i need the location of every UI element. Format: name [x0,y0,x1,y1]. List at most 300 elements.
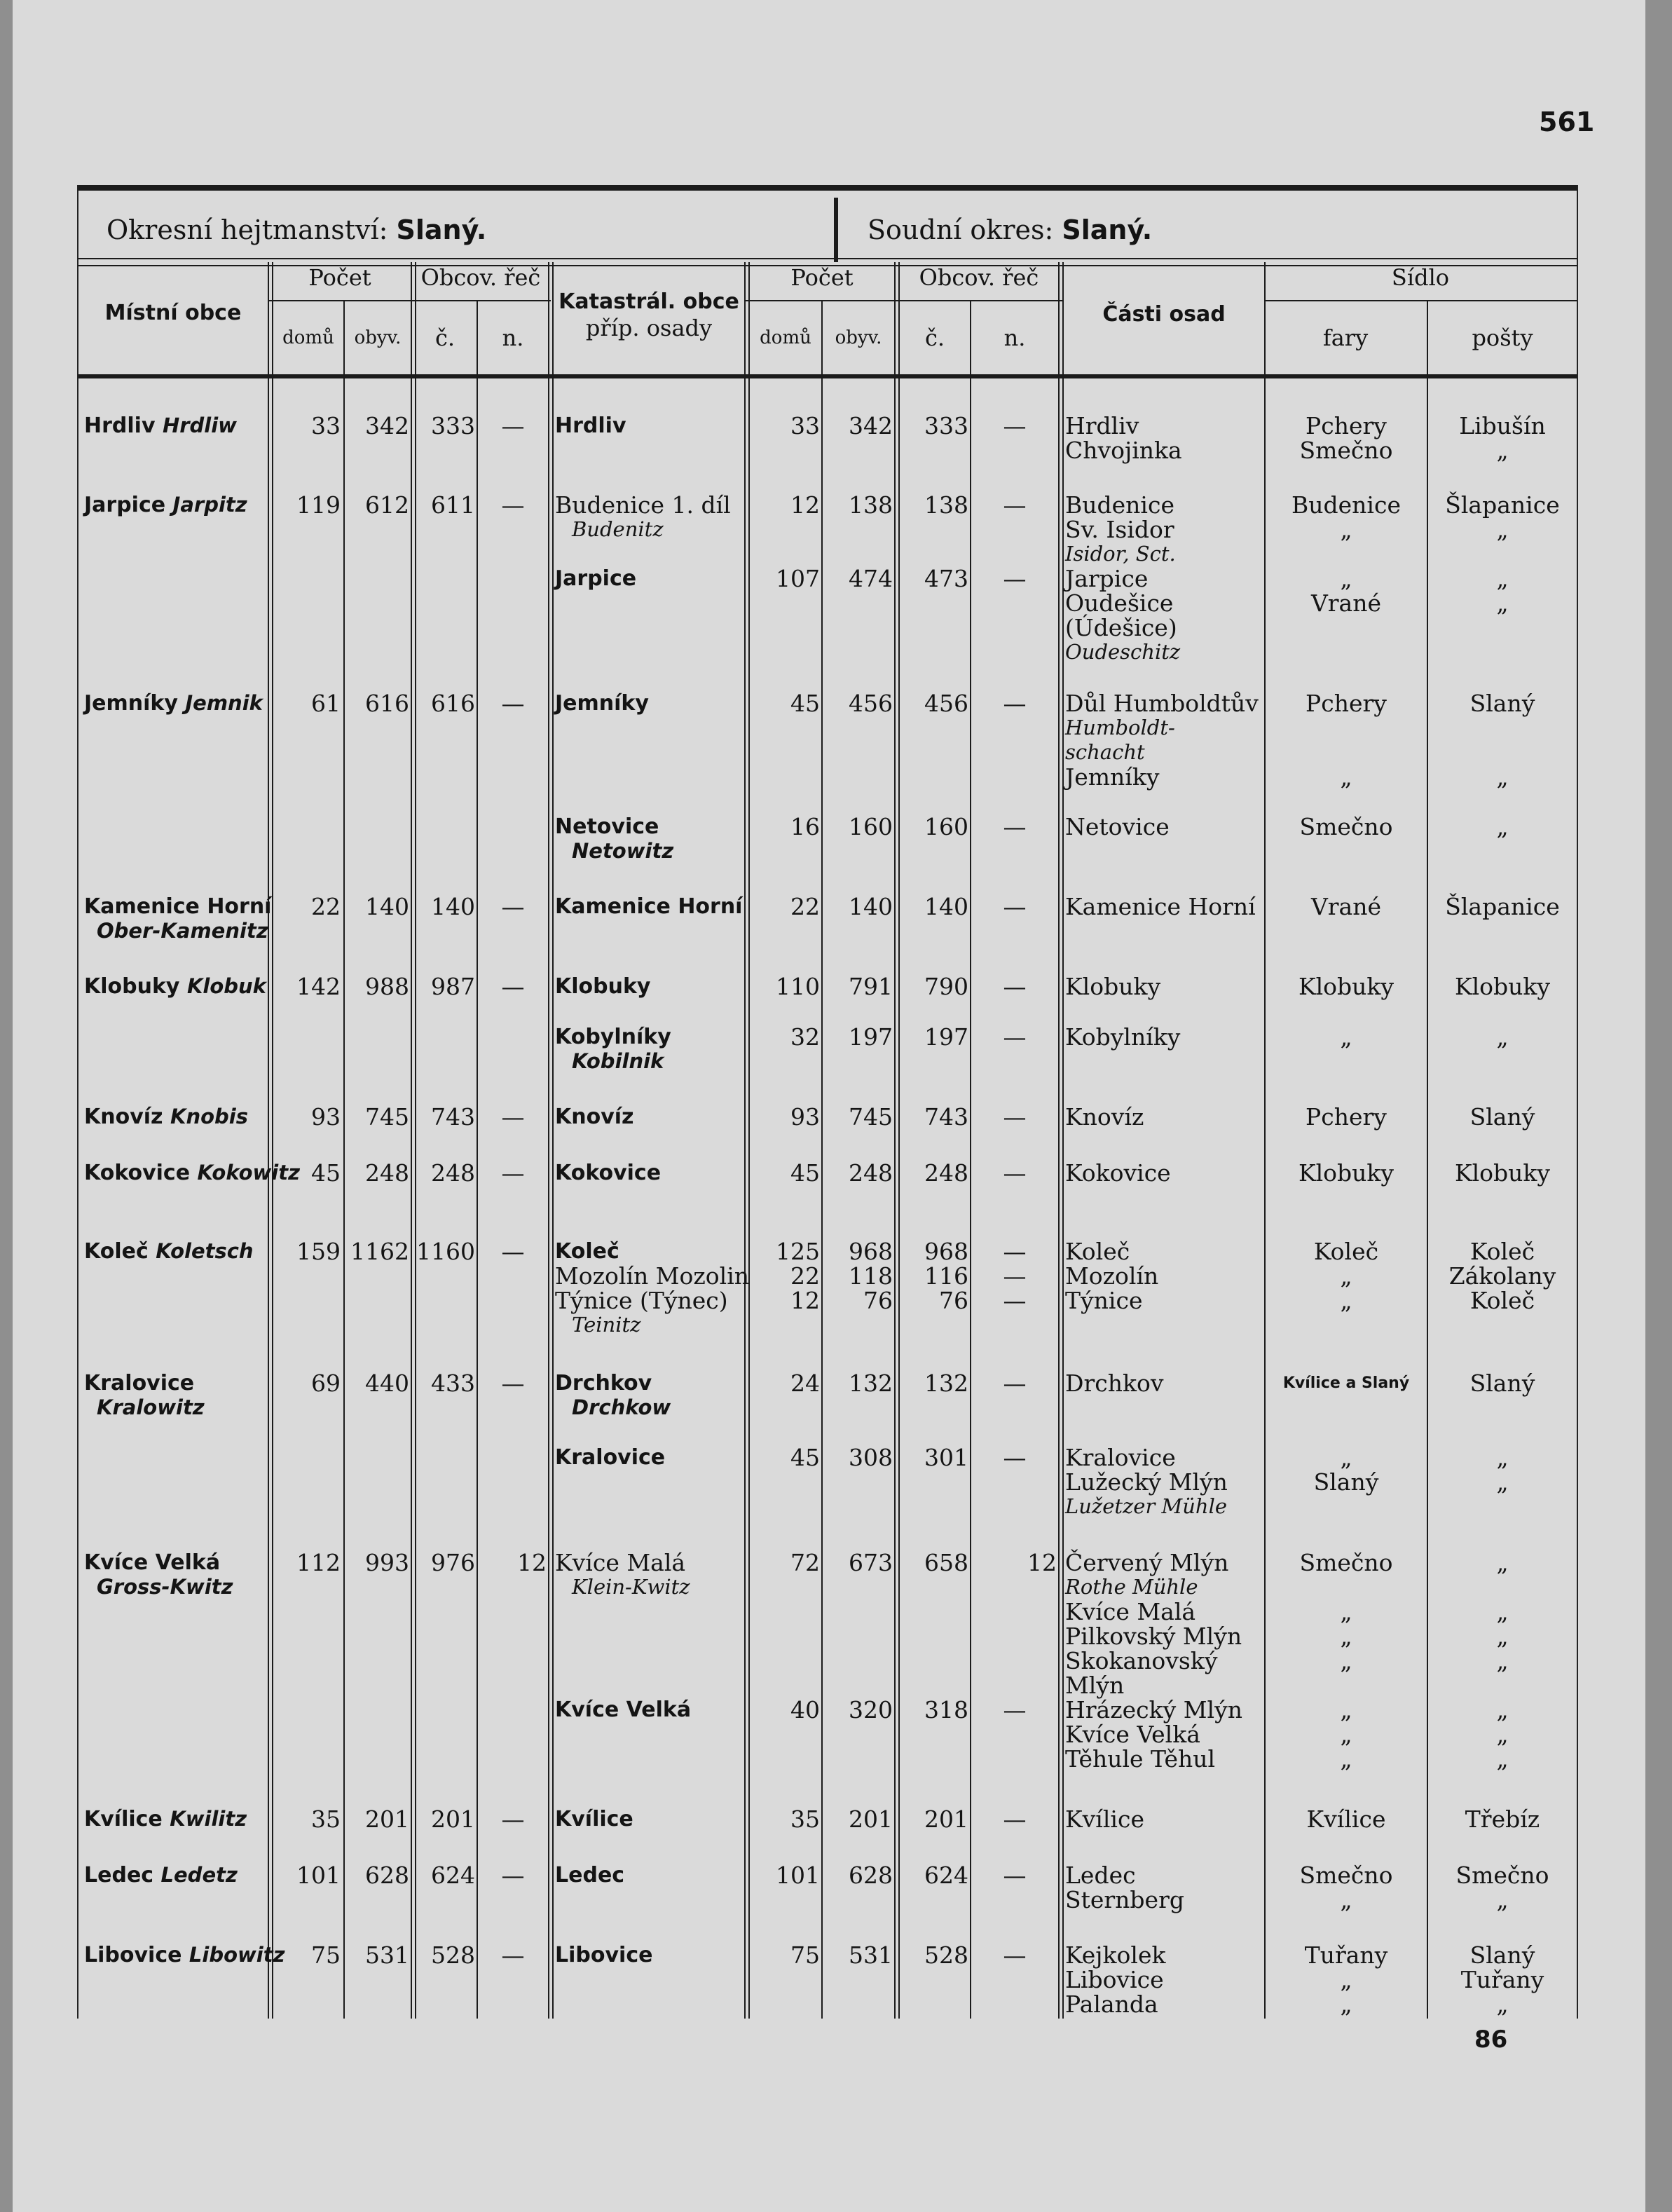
cadastral-name: Netovice Netowitz [555,814,743,863]
cadastral-houses: 107 [776,565,820,592]
cadastral-houses: 45 [790,1159,820,1187]
cadastral-german: — [1003,1862,1027,1889]
cadastral-czech: 116 [924,1262,968,1290]
houses-count: 119 [296,491,341,519]
district-left-value: Slaný. [396,214,487,245]
municipality-name-german: Ober-Kamenitz [97,919,268,943]
municipality-name-german: Ledetz [160,1863,238,1887]
cadastral-name: Kvíce Malá Klein-Kwitz [555,1550,743,1599]
settlement-part: Těhule Těhul [1065,1745,1216,1773]
header-domu-2: domů [760,327,811,348]
municipality-name-german: Jemnik [185,691,263,715]
header-pocet: Počet [308,264,371,291]
houses-count: 69 [311,1370,341,1397]
parish-seat: Budenice [1291,491,1401,519]
page-footnote: 86 [1474,2026,1508,2054]
column-header-rule [78,374,1577,378]
settlement-part: Chvojinka [1065,437,1182,464]
cadastral-name: Kvílice [555,1807,633,1831]
municipality-name-german: Hrdliw [162,414,237,437]
cadastral-inhabitants: 197 [849,1023,893,1051]
settlement-part: Oudeschitz [1065,640,1181,664]
settlement-part: Sternberg [1065,1886,1184,1913]
czech-speakers: 201 [431,1805,475,1833]
cadastral-name: Kobylníky Kobilnik [555,1025,743,1074]
parish-seat: „ [1340,1262,1352,1290]
cadastral-czech: 301 [924,1444,968,1471]
header-domu: domů [282,327,334,348]
cadastral-german: — [1003,1023,1027,1051]
post-office: „ [1496,813,1509,840]
header-n: n. [502,325,524,351]
parish-seat: „ [1340,1623,1352,1650]
header-obcov: Obcov. řeč [420,264,541,291]
inhabitants-count: 612 [365,491,409,519]
cadastral-inhabitants: 140 [849,893,893,920]
cadastral-czech: 968 [924,1238,968,1265]
cadastral-houses: 35 [790,1805,820,1833]
cadastral-name: Knovíz [555,1105,634,1129]
post-office: „ [1496,1886,1509,1913]
municipality-name: Kamenice Horní Ober-Kamenitz [84,894,272,943]
german-speakers: — [501,1862,525,1889]
parish-seat: „ [1340,1721,1352,1748]
cadastral-houses: 12 [790,491,820,519]
cadastral-inhabitants: 76 [863,1287,893,1314]
cadastral-name-german: Budenitz [572,517,664,541]
cadastral-inhabitants: 474 [849,565,893,592]
cadastral-houses: 22 [790,1262,820,1290]
cadastral-inhabitants: 456 [849,690,893,717]
cadastral-name-german: Netowitz [572,839,674,863]
cadastral-name: Kamenice Horní [555,894,743,919]
post-office: Slaný [1469,1941,1535,1969]
cadastral-houses: 110 [776,973,820,1000]
cadastral-houses: 125 [776,1238,820,1265]
post-office: „ [1496,565,1509,592]
settlement-part: Kvíce Velká [1065,1721,1200,1748]
settlement-part: Drchkov [1065,1370,1164,1397]
municipality-name-german: Jarpitz [172,493,247,517]
houses-count: 22 [311,893,341,920]
cadastral-name: Libovice [555,1943,653,1967]
settlement-part: Sv. Isidor [1065,516,1174,543]
parish-seat: „ [1340,1966,1352,1993]
settlement-part: Koleč [1065,1238,1130,1265]
parish-seat: Smečno [1299,437,1393,464]
post-office: „ [1496,589,1509,617]
cadastral-german: — [1003,1238,1027,1265]
cadastral-houses: 40 [790,1696,820,1723]
post-office: Klobuky [1454,973,1551,1000]
cadastral-czech: 248 [924,1159,968,1187]
parish-seat: „ [1340,1745,1352,1773]
post-office: „ [1496,1991,1509,2018]
settlement-part: Budenice [1065,491,1174,519]
header-prip-osady: příp. osady [585,315,713,341]
houses-count: 35 [311,1805,341,1833]
cadastral-czech: 624 [924,1862,968,1889]
czech-speakers: 624 [431,1862,475,1889]
czech-speakers: 976 [431,1549,475,1576]
post-office: Šlapanice [1445,491,1560,519]
post-office: „ [1496,1647,1509,1674]
municipality-name: Libovice Libowitz [84,1943,285,1967]
header-obyv: obyv. [354,327,402,348]
cadastral-houses: 22 [790,893,820,920]
cadastral-inhabitants: 160 [849,813,893,840]
cadastral-name: Mozolín Mozolin [555,1262,750,1290]
header-c-2: č. [924,325,945,351]
german-speakers: — [501,1103,525,1131]
settlement-part: schacht [1065,740,1145,764]
inhabitants-count: 140 [365,893,409,920]
sub-rule [1264,300,1577,301]
header-obcov-2: Obcov. řeč [919,264,1039,291]
header-posty: pošty [1472,325,1533,351]
parish-seat: „ [1340,1023,1352,1051]
table-frame [77,185,1578,2019]
cadastral-name-german: Teinitz [572,1313,641,1337]
cadastral-inhabitants: 118 [849,1262,893,1290]
settlement-part: Ledec [1065,1862,1136,1889]
post-office: „ [1496,1598,1509,1625]
settlement-part: Rothe Mühle [1065,1575,1198,1599]
cadastral-inhabitants: 201 [849,1805,893,1833]
czech-speakers: 987 [431,973,475,1000]
cadastral-inhabitants: 745 [849,1103,893,1131]
cadastral-name: Koleč [555,1239,619,1264]
cadastral-czech: 473 [924,565,968,592]
header-casti-osad: Části osad [1102,302,1226,327]
col-sep [343,300,345,2019]
cadastral-german: — [1003,1103,1027,1131]
cadastral-houses: 12 [790,1287,820,1314]
inhabitants-count: 342 [365,412,409,439]
municipality-name-german: Gross-Kwitz [97,1575,233,1599]
post-office: „ [1496,1745,1509,1773]
cadastral-german: — [1003,690,1027,717]
header-obyv-2: obyv. [835,327,882,348]
district-right [868,200,1152,259]
post-office: „ [1496,1623,1509,1650]
cadastral-german: — [1003,973,1027,1000]
cadastral-houses: 75 [790,1941,820,1969]
cadastral-houses: 24 [790,1370,820,1397]
cadastral-houses: 32 [790,1023,820,1051]
cadastral-czech: 160 [924,813,968,840]
post-office: Slaný [1469,690,1535,717]
header-c: č. [434,325,455,351]
post-office: Slaný [1469,1103,1535,1131]
czech-speakers: 1160 [416,1238,475,1265]
settlement-part: Libovice [1065,1966,1164,1993]
parish-seat: Kvílice a Slaný [1282,1374,1410,1392]
municipality-name-german: Klobuk [186,974,266,998]
parish-seat: „ [1340,1444,1352,1471]
top-rule [78,185,1577,191]
german-speakers: — [501,1805,525,1833]
cadastral-houses: 45 [790,690,820,717]
settlement-part: Kralovice [1065,1444,1176,1471]
inhabitants-count: 988 [365,973,409,1000]
cadastral-german: — [1003,1159,1027,1187]
parish-seat: Tuřany [1304,1941,1388,1969]
cadastral-inhabitants: 673 [849,1549,893,1576]
german-speakers: 12 [517,1549,547,1576]
parish-seat: Klobuky [1298,973,1395,1000]
cadastral-inhabitants: 342 [849,412,893,439]
cadastral-czech: 138 [924,491,968,519]
municipality-name-german: Kralowitz [97,1395,205,1419]
settlement-part: Hrázecký Mlýn [1065,1696,1242,1723]
parish-seat: „ [1340,1696,1352,1723]
settlement-part: Týnice [1065,1287,1143,1314]
german-speakers: — [501,491,525,519]
municipality-name: Jemníky Jemnik [84,691,263,716]
post-office: Zákolany [1448,1262,1556,1290]
post-office: „ [1496,1444,1509,1471]
post-office: Třebíz [1465,1805,1540,1833]
inhabitants-count: 531 [365,1941,409,1969]
houses-count: 93 [311,1103,341,1131]
cadastral-czech: 333 [924,412,968,439]
scanned-page [13,0,1645,2212]
cadastral-name: Týnice (Týnec) Teinitz [555,1288,743,1337]
cadastral-czech: 743 [924,1103,968,1131]
parish-seat: Smečno [1299,1549,1393,1576]
parish-seat: „ [1340,1991,1352,2018]
municipality-name: Kvílice Kwilitz [84,1807,247,1831]
sub-rule [744,300,1064,301]
parish-seat: „ [1340,1886,1352,1913]
cadastral-name: Klobuky [555,974,651,999]
parish-seat: Smečno [1299,813,1393,840]
cadastral-name: Jemníky [555,691,649,716]
cadastral-german: — [1003,412,1027,439]
post-office: „ [1496,1468,1509,1496]
czech-speakers: 333 [431,412,475,439]
german-speakers: — [501,1238,525,1265]
houses-count: 159 [296,1238,341,1265]
cadastral-german: — [1003,1262,1027,1290]
czech-speakers: 433 [431,1370,475,1397]
settlement-part: Oudešice [1065,589,1174,617]
cadastral-german: — [1003,491,1027,519]
municipality-name: Kvíce Velká Gross-Kwitz [84,1550,268,1599]
header-fary: fary [1322,325,1369,351]
col-sep [821,300,823,2019]
settlement-part: Skokanovský [1065,1647,1218,1674]
municipality-name-german: Kwilitz [170,1807,247,1831]
cadastral-german: — [1003,565,1027,592]
cadastral-houses: 101 [776,1862,820,1889]
settlement-part: Lužetzer Mühle [1065,1494,1228,1518]
municipality-name-german: Knobis [170,1105,248,1128]
municipality-name: Koleč Koletsch [84,1239,254,1264]
cadastral-name: Drchkov Drchkow [555,1371,743,1420]
cadastral-german: — [1003,1444,1027,1471]
settlement-part: Mozolín [1065,1262,1159,1290]
settlement-part: Jemníky [1065,763,1160,791]
inhabitants-count: 628 [365,1862,409,1889]
houses-count: 101 [296,1862,341,1889]
post-office: Smečno [1455,1862,1549,1889]
cadastral-name: Ledec [555,1863,625,1887]
cadastral-czech: 140 [924,893,968,920]
inhabitants-count: 993 [365,1549,409,1576]
settlement-part: Isidor, Sct. [1065,542,1176,566]
settlement-part: (Údešice) [1065,614,1177,641]
czech-speakers: 248 [431,1159,475,1187]
page-number: 561 [1539,107,1595,137]
cadastral-houses: 45 [790,1444,820,1471]
cadastral-name: Hrdliv [555,414,626,438]
cadastral-german: 12 [1027,1549,1057,1576]
cadastral-inhabitants: 531 [849,1941,893,1969]
municipality-name-german: Libowitz [189,1943,285,1967]
settlement-part: Knovíz [1065,1103,1144,1131]
settlement-part: Pilkovský Mlýn [1065,1623,1242,1650]
cadastral-houses: 33 [790,412,820,439]
parish-seat: Klobuky [1298,1159,1395,1187]
german-speakers: — [501,1370,525,1397]
german-speakers: — [501,412,525,439]
inhabitants-count: 248 [365,1159,409,1187]
post-office: „ [1496,516,1509,543]
post-office: „ [1496,1721,1509,1748]
cadastral-czech: 132 [924,1370,968,1397]
german-speakers: — [501,690,525,717]
municipality-name-german: Koletsch [156,1239,254,1263]
cadastral-name: Kvíce Velká [555,1698,692,1722]
header-sidlo: Sídlo [1391,264,1450,291]
header-mistni-obce: Místní obce [104,301,242,325]
houses-count: 45 [311,1159,341,1187]
settlement-part: Důl Humboldtův [1065,690,1259,717]
parish-seat: Slaný [1313,1468,1379,1496]
settlement-part: Hrdliv [1065,412,1139,439]
inhabitants-count: 1162 [350,1238,409,1265]
settlement-part: Mlýn [1065,1672,1125,1699]
cadastral-inhabitants: 248 [849,1159,893,1187]
settlement-part: Kobylníky [1065,1023,1181,1051]
cadastral-inhabitants: 968 [849,1238,893,1265]
cadastral-czech: 528 [924,1941,968,1969]
cadastral-inhabitants: 628 [849,1862,893,1889]
cadastral-name-german: Klein-Kwitz [572,1575,690,1599]
cadastral-houses: 16 [790,813,820,840]
header-katastral: Katastrál. obce [559,289,739,314]
german-speakers: — [501,1159,525,1187]
cadastral-czech: 456 [924,690,968,717]
parish-seat: „ [1340,763,1352,791]
col-sep [970,300,971,2019]
cadastral-czech: 790 [924,973,968,1000]
houses-count: 112 [296,1549,341,1576]
german-speakers: — [501,893,525,920]
cadastral-german: — [1003,1941,1027,1969]
houses-count: 61 [311,690,341,717]
district-divider [834,198,838,262]
cadastral-czech: 318 [924,1696,968,1723]
settlement-part: Lužecký Mlýn [1065,1468,1228,1496]
cadastral-inhabitants: 791 [849,973,893,1000]
houses-count: 75 [311,1941,341,1969]
cadastral-german: — [1003,1805,1027,1833]
inhabitants-count: 745 [365,1103,409,1131]
post-office: Koleč [1469,1287,1535,1314]
post-office: „ [1496,437,1509,464]
header-n-2: n. [1003,325,1026,351]
settlement-part: Kokovice [1065,1159,1171,1187]
cadastral-czech: 197 [924,1023,968,1051]
post-office: „ [1496,763,1509,791]
post-office: Tuřany [1460,1966,1544,1993]
parish-seat: „ [1340,565,1352,592]
czech-speakers: 140 [431,893,475,920]
post-office: Libušín [1459,412,1546,439]
inhabitants-count: 201 [365,1805,409,1833]
parish-seat: „ [1340,1287,1352,1314]
german-speakers: — [501,1941,525,1969]
cadastral-german: — [1003,1696,1027,1723]
cadastral-name-german: Drchkow [572,1395,671,1419]
settlement-part: Kvíce Malá [1065,1598,1196,1625]
settlement-part: Klobuky [1065,973,1161,1000]
cadastral-name: Jarpice [555,566,637,591]
czech-speakers: 616 [431,690,475,717]
cadastral-inhabitants: 308 [849,1444,893,1471]
parish-seat: Pchery [1306,690,1387,717]
col-sep [894,262,900,2019]
parish-seat: Vrané [1310,893,1382,920]
cadastral-inhabitants: 320 [849,1696,893,1723]
settlement-part: Netovice [1065,813,1170,840]
parish-seat: „ [1340,1598,1352,1625]
district-right-value: Slaný. [1062,214,1153,245]
czech-speakers: 528 [431,1941,475,1969]
cadastral-name: Budenice 1. díl Budenitz [555,493,743,542]
municipality-name-german: Kokowitz [197,1161,300,1184]
settlement-part: Humboldt- [1065,716,1175,739]
cadastral-german: — [1003,1287,1027,1314]
cadastral-inhabitants: 138 [849,491,893,519]
post-office: Šlapanice [1445,893,1560,920]
col-sep [411,262,416,2019]
settlement-part: Kvílice [1065,1805,1144,1833]
municipality-name: Klobuky Klobuk [84,974,266,999]
parish-seat: Kvílice [1306,1805,1386,1833]
parish-seat: Pchery [1306,1103,1387,1131]
district-left-label: Okresní hejtmanství: [107,214,388,245]
settlement-part: Kejkolek [1065,1941,1166,1969]
cadastral-german: — [1003,1370,1027,1397]
cadastral-inhabitants: 132 [849,1370,893,1397]
cadastral-houses: 72 [790,1549,820,1576]
cadastral-czech: 76 [939,1287,968,1314]
col-sep [1058,262,1064,2019]
col-sep [477,300,478,2019]
cadastral-houses: 93 [790,1103,820,1131]
municipality-name: Kralovice Kralowitz [84,1371,268,1420]
municipality-name: Knovíz Knobis [84,1105,248,1129]
post-office: Klobuky [1454,1159,1551,1187]
municipality-name: Hrdliv Hrdliw [84,414,237,438]
parish-seat: Smečno [1299,1862,1393,1889]
header-pocet-2: Počet [790,264,854,291]
cadastral-german: — [1003,893,1027,920]
